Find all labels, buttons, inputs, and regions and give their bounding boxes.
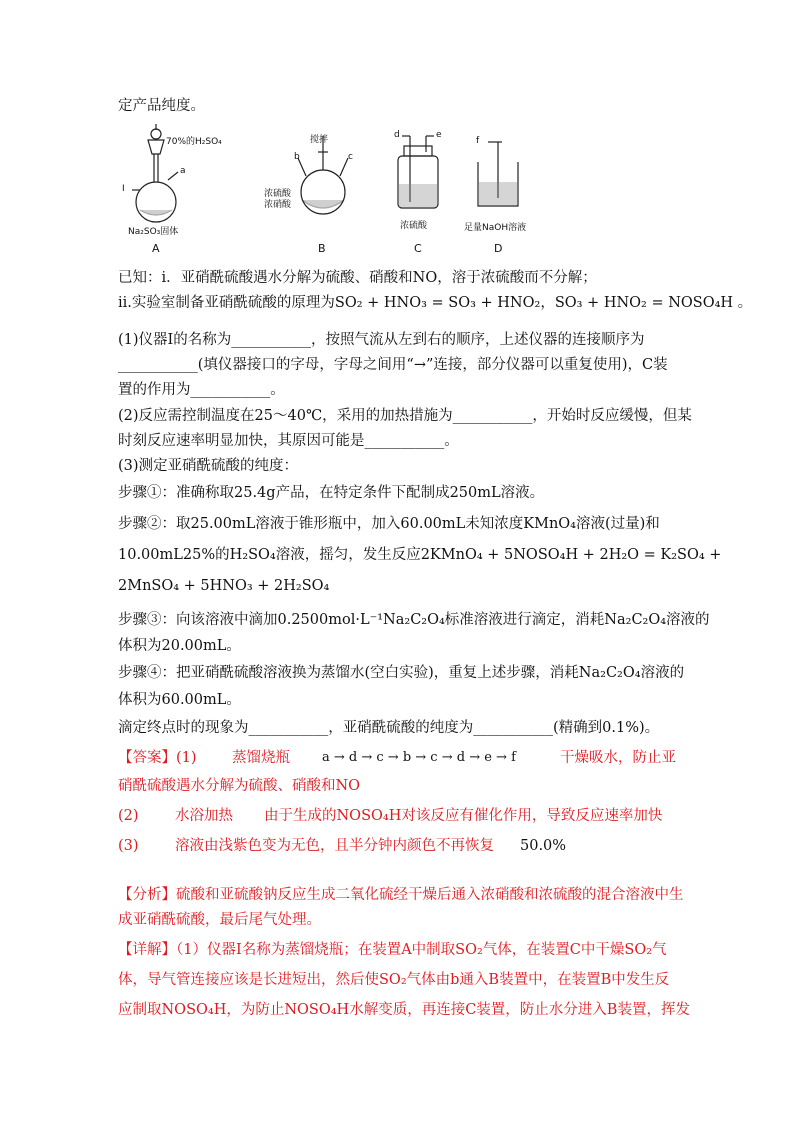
question-2-line-1: (2)反应需控制温度在25～40℃，采用的加热措施为___________，开始时反应缓慢，但某 [118,408,692,424]
caption-b: B [318,242,326,255]
answer-1c: 干燥吸水，防止亚 [560,750,676,766]
label-a: a [180,166,186,176]
known-line-1: 已知：i．亚硝酰硫酸遇水分解为硫酸、硝酸和NO，溶于浓硫酸而不分解； [118,270,597,286]
analysis-line-1: 【分析】硫酸和亚硫酸钠反应生成二氧化硫经干燥后通入浓硝酸和浓硫酸的混合溶液中生 [118,887,684,903]
answer-1-cont: 硝酰硫酸遇水分解为硫酸、硝酸和NO [118,778,361,794]
label-instrument-i: Ⅰ [122,184,125,194]
detail-line-1: 【详解】（1）仪器Ⅰ名称为蒸馏烧瓶；在装置A中制取SO₂气体，在装置C中干燥SO₂气 [118,942,667,958]
step-2-line-3: 2MnSO₄ + 5HNO₃ + 2H₂SO₄ [118,578,330,594]
analysis-line-2: 成亚硝酰硫酸，最后尾气处理。 [118,912,321,928]
answer-tag-3: (3) [118,838,139,854]
step-3-line-2: 体积为20.00mL。 [118,638,241,654]
answer-1a: 蒸馏烧瓶 [232,750,290,766]
answer-tag-1: 【答案】(1) [118,750,197,766]
caption-d: D [494,242,503,255]
label-acid: 70%的H₂SO₄ [166,137,222,147]
step-2-line-2: 10.00mL25%的H₂SO₄溶液，摇匀，发生反应2KMnO₄ + 5NOSO₄H + 2H₂O = K₂SO₄ + [118,547,722,563]
label-stir: 搅拌 [310,135,329,145]
answer-2b: 由于生成的NOSO₄H对该反应有催化作用，导致反应速率加快 [264,808,663,824]
label-naoh: 足量NaOH溶液 [464,223,527,233]
answer-3b: 50.0% [520,838,567,854]
step-3-line-1: 步骤③：向该溶液中滴加0.2500mol·L⁻¹Na₂C₂O₄标准溶液进行滴定，消耗Na₂C₂O₄溶液的 [118,612,710,628]
label-f: f [476,136,480,146]
caption-a: A [152,242,160,255]
label-c: c [348,152,353,162]
question-1-line-2: ___________(填仪器接口的字母，字母之间用“→”连接，部分仪器可以重复使用)，C装 [118,357,668,373]
label-sodium-sulfite: Na₂SO₃固体 [128,227,179,237]
detail-line-2: 体，导气管连接应该是长进短出，然后使SO₂气体由b通入B装置中，在装置B中发生反 [118,972,670,988]
question-endpoint: 滴定终点时的现象为___________，亚硝酰硫酸的纯度为___________(精确到0.1%)。 [118,720,660,736]
answer-1b: a → d → c → b → c → d → e → f [322,750,516,765]
step-4-line-1: 步骤④：把亚硝酰硫酸溶液换为蒸馏水(空白实验)，重复上述步骤，消耗Na₂C₂O₄溶液的 [118,665,685,681]
question-2-line-2: 时刻反应速率明显加快，其原因可能是___________。 [118,433,459,449]
caption-c: C [414,242,422,255]
step-1: 步骤①：准确称取25.4g产品，在特定条件下配制成250mL溶液。 [118,485,545,501]
label-conc-sulfuric: 浓硫酸 [264,189,292,199]
label-conc-nitric: 浓硝酸 [264,200,292,210]
answer-tag-2: (2) [118,808,139,824]
answer-3a: 溶液由浅紫色变为无色，且半分钟内颜色不再恢复 [175,838,494,854]
question-3-heading: (3)测定亚硝酰硫酸的纯度： [118,458,299,474]
answer-2a: 水浴加热 [175,808,233,824]
label-e: e [436,130,442,140]
label-b: b [294,152,300,162]
question-1-line-1: (1)仪器Ⅰ的名称为___________，按照气流从左到右的顺序，上述仪器的连接顺序为 [118,332,645,348]
apparatus-figure [118,122,578,262]
detail-line-3: 应制取NOSO₄H，为防止NOSO₄H水解变质，再连接C装置，防止水分进入B装置，挥发 [118,1002,690,1018]
step-2-line-1: 步骤②：取25.00mL溶液于锥形瓶中，加入60.00mL未知浓度KMnO₄溶液(过量)和 [118,516,660,532]
question-1-line-3: 置的作用为___________。 [118,382,285,398]
intro-text: 定产品纯度。 [118,98,205,114]
known-line-2: ii.实验室制备亚硝酰硫酸的原理为SO₂ + HNO₃ = SO₃ + HNO₂，SO₃ + HNO₂ = NOSO₄H 。 [118,295,753,311]
label-c-sulfuric: 浓硫酸 [400,221,428,231]
step-4-line-2: 体积为60.00mL。 [118,692,241,708]
label-d: d [394,130,400,140]
